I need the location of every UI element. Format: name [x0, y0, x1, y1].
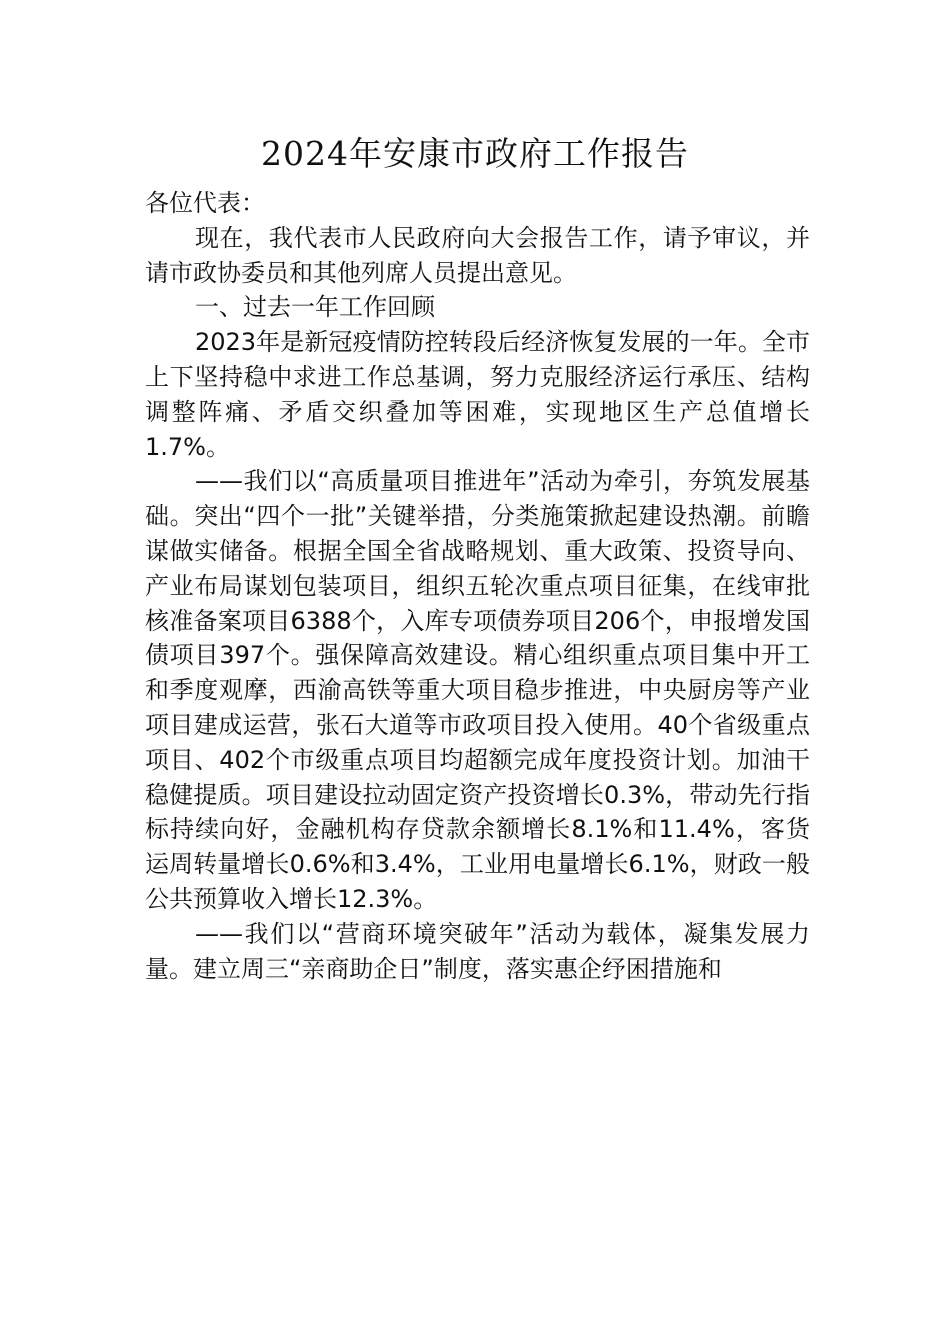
paragraph-opening: 现在，我代表市人民政府向大会报告工作，请予审议，并请市政协委员和其他列席人员提出意见。: [145, 223, 810, 287]
paragraph-projects: ——我们以“高质量项目推进年”活动为牵引，夯筑发展基础。突出“四个一批”关键举措，分类施策掀起建设热潮。前瞻谋做实储备。根据全国全省战略规划、重大政策、投资导向、产业布局谋划包装项目，组织五轮次重点项目征集，在线审批核准备案项目6388个，入库专项债券项目206个，申报增发国债项目397个。强保障高效建设。精心组织重点项目集中开工和季度观摩，西渝高铁等重大项目稳步推进，中央厨房等产业项目建成运营，张石大道等市政项目投入使用。40个省级重点项目、402个市级重点项目均超额完成年度投资计划。加油干稳健提质。项目建设拉动固定资产投资增长0.3%，带动先行指标持续向好，金融机构存贷款余额增长8.1%和11.4%，客货运周转量增长0.6%和3.4%，工业用电量增长6.1%，财政一般公共预算收入增长12.3%。: [145, 467, 810, 913]
section-heading: 一、过去一年工作回顾: [195, 293, 435, 322]
salutation: 各位代表：: [145, 189, 265, 217]
document-body: [145, 186, 810, 986]
paragraph-business-environment: ——我们以“营商环境突破年”活动为载体，凝集发展力量。建立周三“亲商助企日”制度，落实惠企纾困措施和: [145, 919, 810, 983]
paragraph-overview: 2023年是新冠疫情防控转段后经济恢复发展的一年。全市上下坚持稳中求进工作总基调，努力克服经济运行承压、结构调整阵痛、矛盾交织叠加等困难，实现地区生产总值增长1.7%。: [145, 328, 810, 461]
document-title: 2024年安康市政府工作报告: [261, 134, 689, 173]
